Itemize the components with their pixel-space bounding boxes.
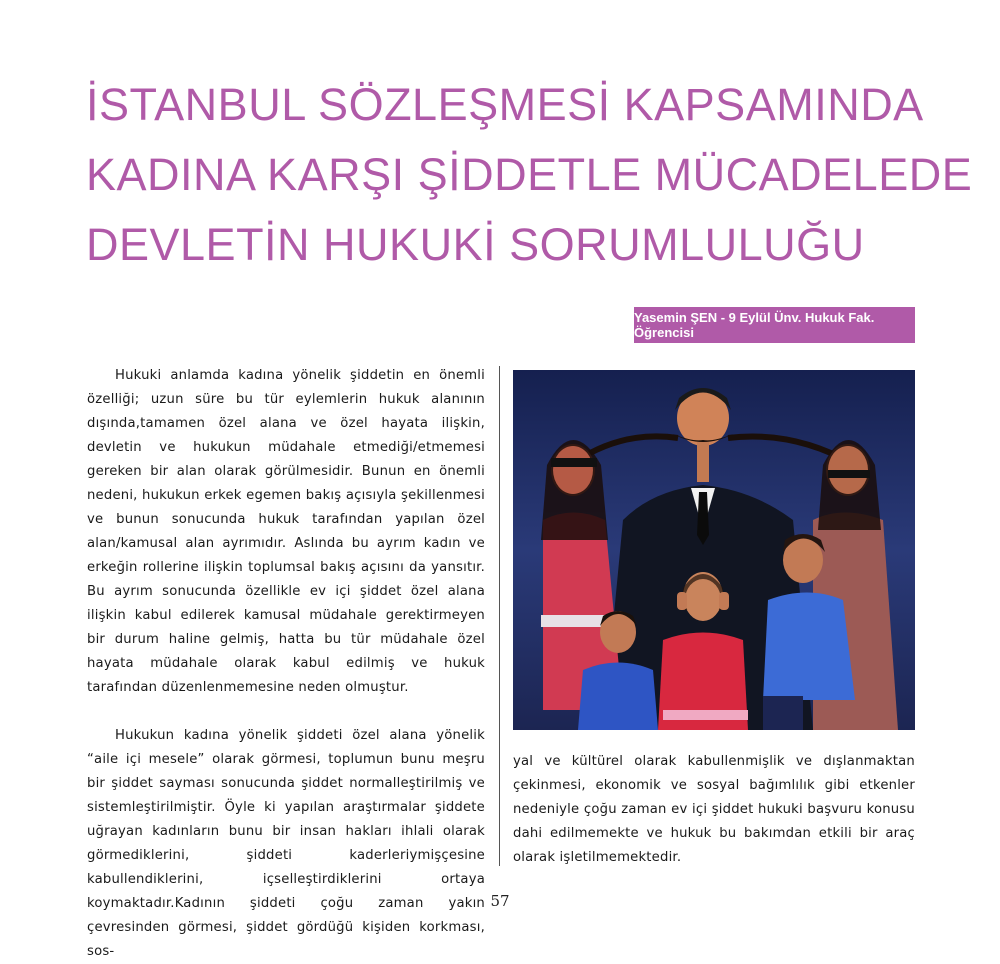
page-number: 57 (490, 892, 510, 910)
author-badge: Yasemin ŞEN - 9 Eylül Ünv. Hukuk Fak. Öğrencisi (634, 307, 915, 343)
column-divider (499, 366, 500, 866)
title-line-2: KADINA KARŞI ŞİDDETLE MÜCADELEDE (86, 149, 973, 200)
family-illustration (513, 370, 915, 730)
title-line-1: İSTANBUL SÖZLEŞMESİ KAPSAMINDA (86, 79, 924, 130)
body-paragraph-2: Hukukun kadına yönelik şiddeti özel alana yönelik “aile içi mesele” olarak görmesi, toplumun bunu meşru bir şiddet sayması sonucunda şiddet normalleştirilmiş ve sistemleştirilmiştir. Öyle ki yapılan araştırmalar şiddete uğrayan kadınların bunu bir insan hakları ihlali olarak görmediklerini, şiddeti kaderleriymişçesine kabullendiklerini, içselleştirdiklerini ortaya koymaktadır.Kadının şiddeti çoğu zaman yakın çevresinden görmesi, şiddet gördüğü kişiden korkması, sos- (87, 728, 485, 959)
title-line-3: DEVLETİN HUKUKİ SORUMLULUĞU (86, 219, 865, 270)
right-column (513, 750, 915, 870)
left-column (87, 364, 485, 964)
body-paragraph-1: Hukuki anlamda kadına yönelik şiddetin en önemli özelliği; uzun süre bu tür eylemlerin hukuk alanının dışında,tamamen özel alana ve özel hayata ilişkin, devletin ve hukukun müdahale etmediği/etmemesi gereken bir alan olarak görülmesidir. Bunun en önemli nedeni, hukukun erkek egemen bakış açısıyla şekillenmesi ve bunun sonucunda hukuk tarafından yapılan özel alan/kamusal alan ayrımıdır. Aslında bu ayrım kadın ve erkeğin rollerine ilişkin toplumsal bakış açısını da yansıtır. Bu ayrım sonucunda özellikle ev içi şiddet özel alana ilişkin kabul edilerek kamusal müdahale gerektirmeyen bir durum haline gelmiş, hatta bu tür müdahale özel hayata müdahale olarak kabul edilmiş ve hukuk tarafından düzenlenmemesine neden olmuştur. (87, 368, 485, 695)
article-title (86, 70, 973, 280)
body-paragraph-3: yal ve kültürel olarak kabullenmişlik ve dışlanmaktan çekinmesi, ekonomik ve sosyal bağımlılık gibi etkenler nedeniyle çoğu zaman ev içi şiddet hukuki başvuru konusu dahi edilmemekte ve hukuk bu bakımdan etkili bir araç olarak işletilmemektedir. (513, 754, 915, 865)
